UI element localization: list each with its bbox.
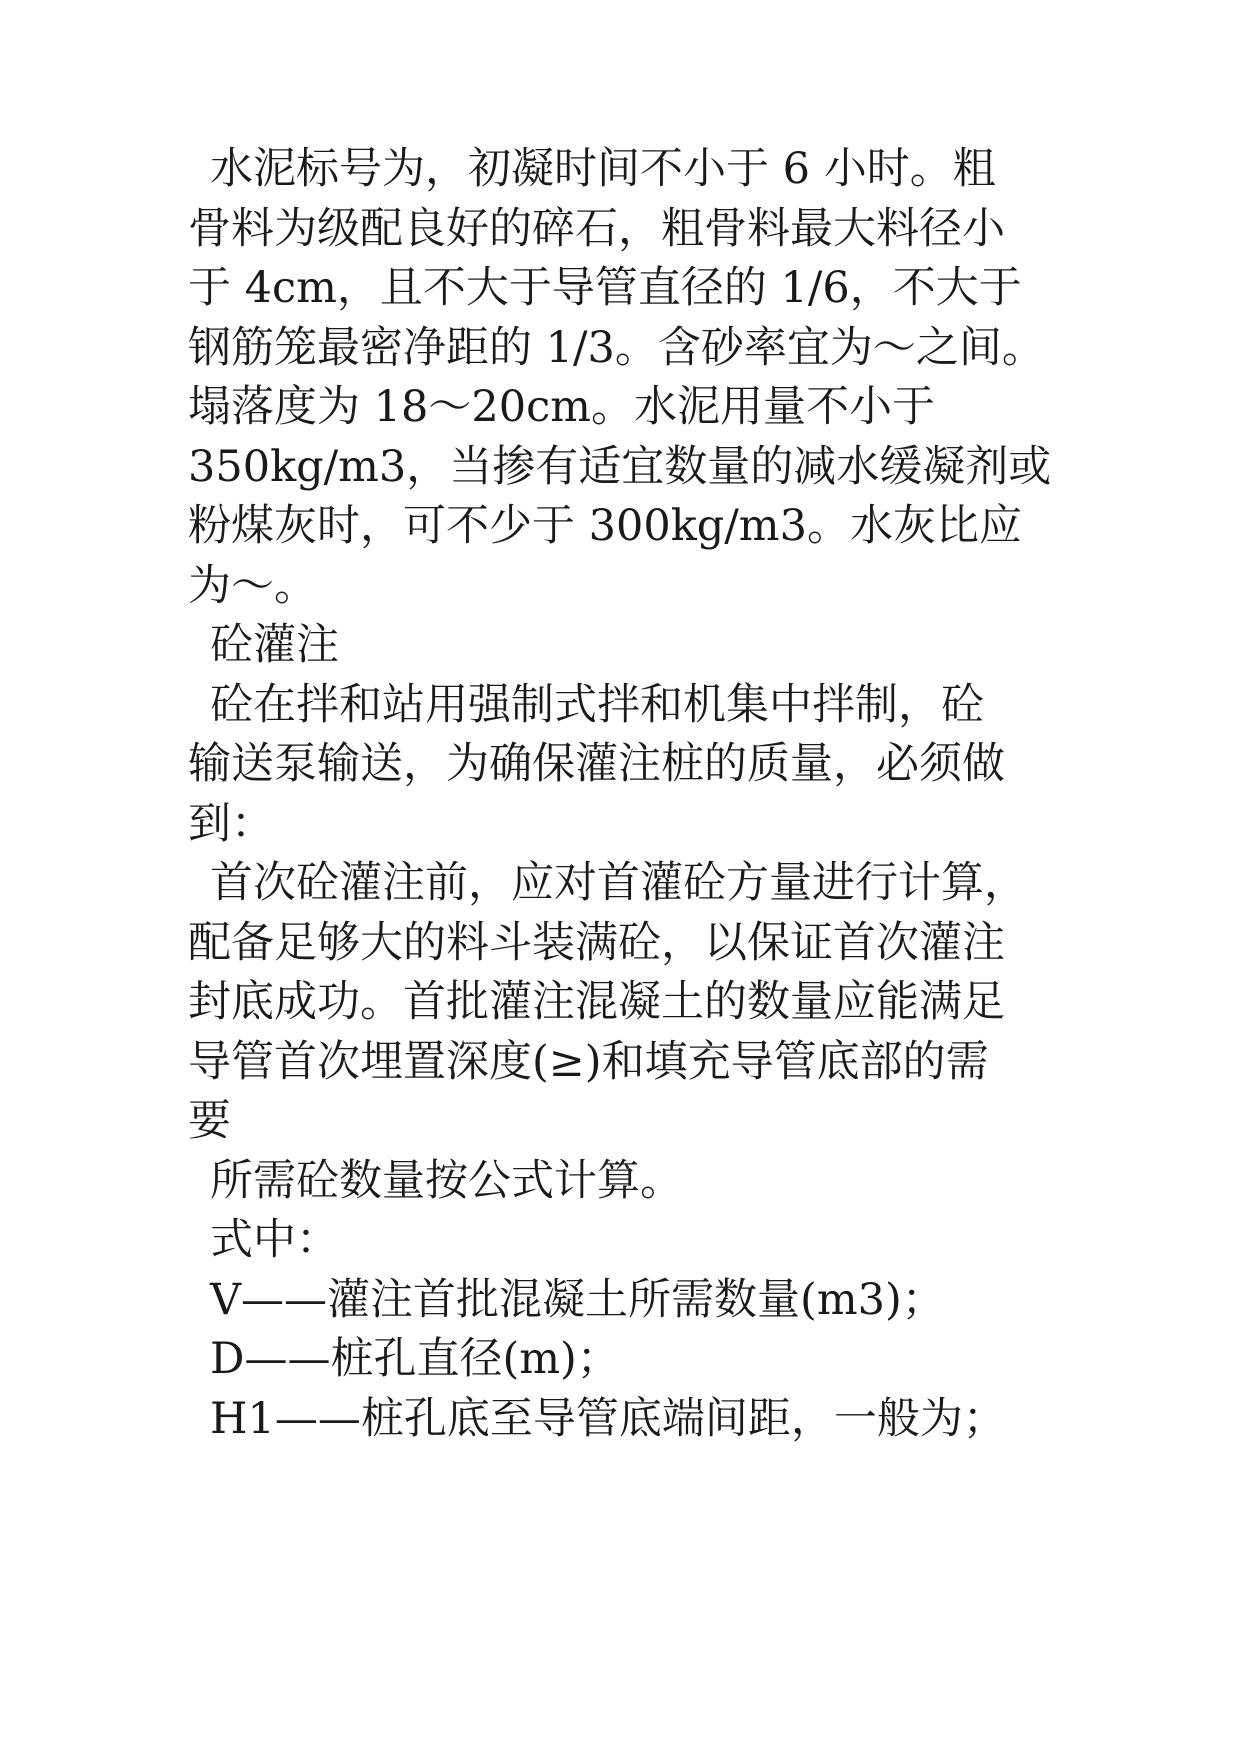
text-line: 水泥标号为，初凝时间不小于 6 小时。粗 [210,144,996,194]
text-line: 到： [188,798,274,849]
text-line: 砼在拌和站用强制式拌和机集中拌制，砼 [210,679,984,730]
text-line: 式中： [210,1215,339,1265]
text-line: 为～。 [188,560,317,611]
text-line: 配备足够大的料斗装满砼，以保证首次灌注 [188,917,1005,968]
text-line: 于 4cm，且不大于导管直径的 1/6，不大于 [188,263,1022,313]
text-line: V——灌注首批混凝土所需数量(m3)； [210,1274,945,1325]
document-body [188,140,1088,1449]
text-line: 导管首次埋置深度(≥)和填充导管底部的需 [188,1036,989,1087]
text-line: 首次砼灌注前，应对首灌砼方量进行计算， [210,858,1027,908]
text-line: H1——桩孔底至导管底端间距，一般为； [210,1393,1006,1444]
text-line: 砼灌注 [210,620,339,670]
text-line: 粉煤灰时，可不少于 300kg/m3。水灰比应 [188,501,1022,551]
text-line: 输送泵输送，为确保灌注桩的质量，必须做 [188,739,1005,789]
text-line: 钢筋笼最密净距的 1/3。含砂率宜为～之间。 [188,322,1045,373]
text-line: 封底成功。首批灌注混凝土的数量应能满足 [188,977,1005,1027]
text-line: D——桩孔直径(m)； [210,1334,620,1384]
text-line: 骨料为级配良好的碎石，粗骨料最大料径小 [188,203,1005,254]
document-page [188,140,1088,1449]
text-line: 要 [188,1096,231,1146]
text-line: 所需砼数量按公式计算。 [210,1155,683,1206]
text-line: 350kg/m3，当掺有适宜数量的减水缓凝剂或 [188,441,1052,492]
text-line: 塌落度为 18～20cm。水泥用量不小于 [188,382,935,432]
